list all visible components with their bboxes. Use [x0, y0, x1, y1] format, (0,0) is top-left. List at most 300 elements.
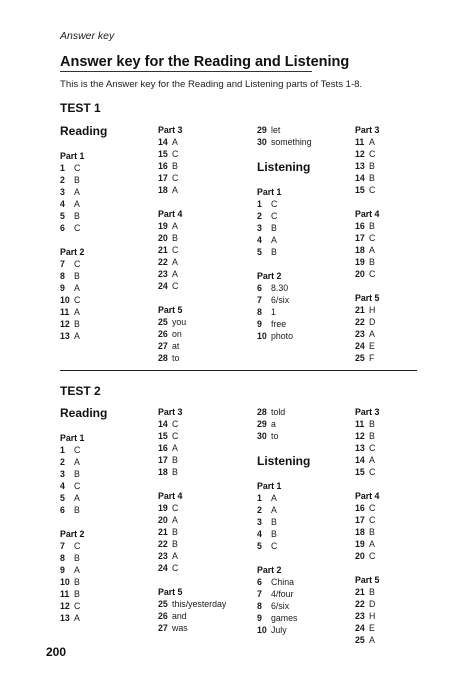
- answer-row: [355, 232, 451, 244]
- question-number: 2: [60, 457, 65, 467]
- answer-value: A: [74, 199, 80, 209]
- answer-row: [257, 540, 353, 552]
- answer-row: [158, 622, 254, 634]
- answer-row: [257, 330, 353, 342]
- answer-value: B: [369, 221, 375, 231]
- question-number: 21: [158, 245, 168, 255]
- question-number: 8: [60, 553, 65, 563]
- answer-value: E: [369, 341, 375, 351]
- answer-value: C: [74, 541, 81, 551]
- answer-value: A: [74, 283, 80, 293]
- question-number: 22: [355, 317, 365, 327]
- running-header: Answer key: [60, 30, 115, 42]
- answer-row: [257, 318, 353, 330]
- question-number: 22: [355, 599, 365, 609]
- answer-row: [60, 210, 156, 222]
- question-number: 25: [158, 317, 168, 327]
- question-number: 23: [158, 551, 168, 561]
- question-number: 18: [158, 185, 168, 195]
- question-number: 15: [355, 467, 365, 477]
- answer-row: [60, 552, 156, 564]
- answer-value: B: [172, 161, 178, 171]
- answer-value: B: [271, 247, 277, 257]
- answer-value: B: [74, 589, 80, 599]
- answer-value: B: [74, 469, 80, 479]
- answer-value: A: [74, 331, 80, 341]
- answer-value: C: [369, 233, 376, 243]
- question-number: 24: [355, 623, 365, 633]
- spacer: [355, 196, 451, 208]
- answer-row: [355, 352, 451, 364]
- question-number: 9: [257, 319, 262, 329]
- answer-value: 6/six: [271, 295, 290, 305]
- answer-value: July: [271, 625, 287, 635]
- question-number: 2: [60, 175, 65, 185]
- answer-row: [355, 550, 451, 562]
- answer-value: B: [172, 467, 178, 477]
- answer-row: [257, 406, 353, 418]
- answer-row: [158, 340, 254, 352]
- answer-row: [257, 198, 353, 210]
- part-label: Part 2: [60, 247, 85, 257]
- answer-value: C: [74, 601, 81, 611]
- answer-value: A: [369, 635, 375, 645]
- answer-row: [60, 258, 156, 270]
- answer-value: 1: [271, 307, 276, 317]
- question-number: 3: [60, 469, 65, 479]
- answer-row: [355, 418, 451, 430]
- question-number: 12: [60, 319, 70, 329]
- answer-row: [355, 634, 451, 646]
- part-label: Part 4: [355, 209, 380, 219]
- question-number: 3: [257, 517, 262, 527]
- answer-row: [158, 184, 254, 196]
- question-number: 23: [355, 329, 365, 339]
- part-label: Part 2: [60, 529, 85, 539]
- answer-row: [158, 514, 254, 526]
- title-underline: [60, 71, 312, 72]
- answer-value: to: [271, 431, 279, 441]
- answer-row: [60, 282, 156, 294]
- answer-row: [158, 244, 254, 256]
- answer-value: A: [172, 221, 178, 231]
- question-number: 5: [257, 541, 262, 551]
- answer-row: [60, 540, 156, 552]
- question-number: 2: [257, 505, 262, 515]
- answer-value: C: [271, 199, 278, 209]
- answer-value: a: [271, 419, 276, 429]
- question-number: 1: [257, 199, 262, 209]
- answer-value: C: [172, 431, 179, 441]
- question-number: 9: [257, 613, 262, 623]
- answer-value: let: [271, 125, 281, 135]
- question-number: 24: [355, 341, 365, 351]
- answer-row: [158, 598, 254, 610]
- question-number: 28: [158, 353, 168, 363]
- question-number: 12: [355, 431, 365, 441]
- question-number: 5: [60, 211, 65, 221]
- answer-row: [257, 624, 353, 636]
- answer-row: [355, 526, 451, 538]
- question-number: 17: [355, 233, 365, 243]
- question-number: 9: [60, 283, 65, 293]
- answer-value: free: [271, 319, 287, 329]
- part-label: Part 5: [355, 575, 380, 585]
- answer-value: A: [369, 329, 375, 339]
- answer-value: 8.30: [271, 283, 289, 293]
- part-label: Part 5: [355, 293, 380, 303]
- answer-value: B: [369, 431, 375, 441]
- question-number: 5: [257, 247, 262, 257]
- answer-row: [60, 444, 156, 456]
- test-2-heading: TEST 2: [60, 384, 101, 398]
- answer-value: D: [369, 599, 376, 609]
- answer-row: [257, 492, 353, 504]
- part-label: Part 4: [158, 491, 183, 501]
- spacer: [257, 442, 353, 454]
- answer-row: [355, 502, 451, 514]
- answer-row: [158, 430, 254, 442]
- part-label: Part 5: [158, 305, 183, 315]
- answer-row: [60, 564, 156, 576]
- answer-row: [355, 244, 451, 256]
- question-number: 20: [158, 233, 168, 243]
- question-number: 2: [257, 211, 262, 221]
- question-number: 21: [158, 527, 168, 537]
- question-number: 19: [158, 503, 168, 513]
- question-number: 12: [60, 601, 70, 611]
- question-number: 25: [158, 599, 168, 609]
- answer-value: A: [172, 443, 178, 453]
- answer-row: [60, 588, 156, 600]
- spacer: [60, 516, 156, 528]
- answer-value: C: [369, 185, 376, 195]
- answer-value: C: [74, 223, 81, 233]
- question-number: 10: [257, 625, 267, 635]
- answer-value: A: [172, 185, 178, 195]
- answer-row: [257, 234, 353, 246]
- question-number: 16: [158, 443, 168, 453]
- part-label: Part 3: [355, 407, 380, 417]
- answer-value: was: [172, 623, 188, 633]
- spacer: [158, 478, 254, 490]
- answer-value: you: [172, 317, 187, 327]
- question-number: 4: [257, 235, 262, 245]
- answer-value: told: [271, 407, 286, 417]
- part-label: Part 3: [158, 125, 183, 135]
- answer-row: [355, 610, 451, 622]
- question-number: 29: [257, 419, 267, 429]
- question-number: 6: [257, 283, 262, 293]
- answer-value: B: [369, 161, 375, 171]
- answer-row: [257, 418, 353, 430]
- answer-value: on: [172, 329, 182, 339]
- answer-row: [158, 466, 254, 478]
- question-number: 19: [355, 257, 365, 267]
- answer-row: [257, 612, 353, 624]
- answer-value: E: [369, 623, 375, 633]
- answer-row: [257, 516, 353, 528]
- question-number: 11: [60, 307, 70, 317]
- answer-row: [355, 586, 451, 598]
- answer-value: A: [271, 235, 277, 245]
- section-title: Listening: [257, 454, 311, 468]
- answer-value: B: [369, 527, 375, 537]
- answer-value: A: [74, 565, 80, 575]
- answer-value: 6/six: [271, 601, 290, 611]
- answer-row: [355, 538, 451, 550]
- answer-value: H: [369, 305, 376, 315]
- part-label: Part 1: [257, 187, 282, 197]
- answer-row: [158, 256, 254, 268]
- question-number: 9: [60, 565, 65, 575]
- answer-value: D: [369, 317, 376, 327]
- test-1-column-3: [257, 124, 353, 342]
- answer-row: [355, 328, 451, 340]
- answer-row: [355, 316, 451, 328]
- question-number: 22: [158, 257, 168, 267]
- question-number: 21: [355, 587, 365, 597]
- answer-row: [355, 442, 451, 454]
- answer-row: [257, 600, 353, 612]
- question-number: 8: [257, 307, 262, 317]
- question-number: 20: [355, 269, 365, 279]
- answer-row: [257, 430, 353, 442]
- answer-value: B: [369, 419, 375, 429]
- answer-row: [355, 256, 451, 268]
- answer-row: [158, 538, 254, 550]
- answer-value: B: [271, 529, 277, 539]
- answer-value: C: [74, 259, 81, 269]
- question-number: 20: [158, 515, 168, 525]
- answer-row: [257, 136, 353, 148]
- answer-value: B: [369, 587, 375, 597]
- question-number: 5: [60, 493, 65, 503]
- question-number: 30: [257, 137, 267, 147]
- question-number: 4: [60, 481, 65, 491]
- question-number: 16: [355, 221, 365, 231]
- answer-row: [158, 280, 254, 292]
- question-number: 19: [158, 221, 168, 231]
- answer-value: games: [271, 613, 298, 623]
- question-number: 15: [355, 185, 365, 195]
- question-number: 27: [158, 623, 168, 633]
- answer-value: C: [369, 443, 376, 453]
- answer-value: C: [74, 481, 81, 491]
- answer-row: [60, 294, 156, 306]
- spacer: [60, 234, 156, 246]
- question-number: 28: [257, 407, 267, 417]
- question-number: 25: [355, 353, 365, 363]
- part-label: Part 1: [257, 481, 282, 491]
- answer-value: C: [74, 445, 81, 455]
- answer-value: B: [271, 517, 277, 527]
- question-number: 1: [257, 493, 262, 503]
- answer-value: C: [369, 149, 376, 159]
- question-number: 13: [355, 161, 365, 171]
- answer-row: [60, 504, 156, 516]
- page-number: 200: [46, 645, 67, 659]
- answer-row: [355, 136, 451, 148]
- answer-value: A: [271, 493, 277, 503]
- question-number: 17: [158, 455, 168, 465]
- answer-value: A: [74, 457, 80, 467]
- answer-row: [60, 612, 156, 624]
- answer-value: photo: [271, 331, 294, 341]
- answer-row: [257, 210, 353, 222]
- answer-value: B: [172, 233, 178, 243]
- answer-row: [60, 600, 156, 612]
- answer-value: China: [271, 577, 294, 587]
- answer-value: B: [271, 223, 277, 233]
- answer-value: C: [172, 245, 179, 255]
- spacer: [257, 148, 353, 160]
- answer-row: [355, 148, 451, 160]
- answer-row: [355, 454, 451, 466]
- answer-row: [355, 466, 451, 478]
- answer-row: [158, 136, 254, 148]
- answer-value: A: [369, 245, 375, 255]
- question-number: 8: [257, 601, 262, 611]
- section-divider: [60, 370, 417, 371]
- question-number: 13: [60, 613, 70, 623]
- part-label: Part 3: [355, 125, 380, 135]
- spacer: [257, 552, 353, 564]
- answer-row: [60, 222, 156, 234]
- intro-text: This is the Answer key for the Reading and Listening parts of Tests 1-8.: [60, 79, 363, 90]
- question-number: 15: [158, 149, 168, 159]
- answer-row: [60, 576, 156, 588]
- test-1-column-4: [355, 124, 451, 364]
- answer-row: [355, 430, 451, 442]
- question-number: 24: [158, 281, 168, 291]
- spacer: [355, 280, 451, 292]
- answer-value: A: [369, 455, 375, 465]
- question-number: 14: [158, 137, 168, 147]
- answer-value: A: [74, 493, 80, 503]
- answer-row: [60, 492, 156, 504]
- spacer: [257, 258, 353, 270]
- test-2-column-2: [158, 406, 254, 634]
- question-number: 22: [158, 539, 168, 549]
- question-number: 17: [355, 515, 365, 525]
- answer-row: [158, 328, 254, 340]
- answer-value: C: [172, 173, 179, 183]
- question-number: 15: [158, 431, 168, 441]
- answer-row: [158, 442, 254, 454]
- answer-value: A: [172, 269, 178, 279]
- question-number: 6: [257, 577, 262, 587]
- answer-row: [158, 562, 254, 574]
- answer-row: [60, 306, 156, 318]
- answer-value: C: [369, 269, 376, 279]
- answer-row: [355, 172, 451, 184]
- answer-value: A: [74, 613, 80, 623]
- question-number: 23: [158, 269, 168, 279]
- test-1-column-1: [60, 124, 156, 342]
- question-number: 29: [257, 125, 267, 135]
- question-number: 24: [158, 563, 168, 573]
- question-number: 11: [60, 589, 70, 599]
- test-2-column-4: [355, 406, 451, 646]
- test-1-column-2: [158, 124, 254, 364]
- answer-row: [158, 232, 254, 244]
- question-number: 19: [355, 539, 365, 549]
- question-number: 3: [60, 187, 65, 197]
- question-number: 3: [257, 223, 262, 233]
- answer-row: [60, 198, 156, 210]
- answer-row: [355, 220, 451, 232]
- answer-value: C: [369, 551, 376, 561]
- section-title: Reading: [60, 406, 108, 420]
- answer-value: C: [271, 541, 278, 551]
- answer-value: this/yesterday: [172, 599, 227, 609]
- answer-row: [60, 162, 156, 174]
- answer-row: [257, 282, 353, 294]
- answer-row: [158, 454, 254, 466]
- answer-row: [158, 172, 254, 184]
- question-number: 8: [60, 271, 65, 281]
- answer-row: [257, 588, 353, 600]
- answer-row: [355, 304, 451, 316]
- answer-value: B: [172, 455, 178, 465]
- question-number: 20: [355, 551, 365, 561]
- question-number: 11: [355, 137, 365, 147]
- question-number: 18: [355, 245, 365, 255]
- answer-value: C: [172, 563, 179, 573]
- question-number: 16: [158, 161, 168, 171]
- answer-row: [355, 184, 451, 196]
- answer-value: C: [369, 515, 376, 525]
- answer-row: [60, 480, 156, 492]
- question-number: 14: [158, 419, 168, 429]
- answer-row: [355, 598, 451, 610]
- answer-row: [257, 504, 353, 516]
- answer-row: [60, 186, 156, 198]
- question-number: 14: [355, 173, 365, 183]
- answer-value: 4/four: [271, 589, 294, 599]
- answer-value: B: [74, 271, 80, 281]
- answer-value: C: [172, 419, 179, 429]
- part-label: Part 5: [158, 587, 183, 597]
- answer-row: [60, 174, 156, 186]
- answer-value: B: [172, 527, 178, 537]
- answer-value: C: [74, 163, 81, 173]
- answer-row: [158, 352, 254, 364]
- question-number: 23: [355, 611, 365, 621]
- answer-value: A: [369, 539, 375, 549]
- answer-value: A: [172, 551, 178, 561]
- question-number: 6: [60, 223, 65, 233]
- test-2-column-3: [257, 406, 353, 636]
- answer-value: A: [172, 515, 178, 525]
- question-number: 27: [158, 341, 168, 351]
- answer-value: C: [369, 503, 376, 513]
- part-label: Part 2: [257, 271, 282, 281]
- question-number: 1: [60, 445, 65, 455]
- test-2-column-1: [60, 406, 156, 624]
- section-title: Reading: [60, 124, 108, 138]
- answer-row: [158, 502, 254, 514]
- answer-value: B: [74, 553, 80, 563]
- answer-row: [158, 220, 254, 232]
- question-number: 26: [158, 329, 168, 339]
- answer-row: [158, 148, 254, 160]
- answer-value: C: [369, 467, 376, 477]
- question-number: 4: [257, 529, 262, 539]
- part-label: Part 1: [60, 151, 85, 161]
- answer-row: [60, 330, 156, 342]
